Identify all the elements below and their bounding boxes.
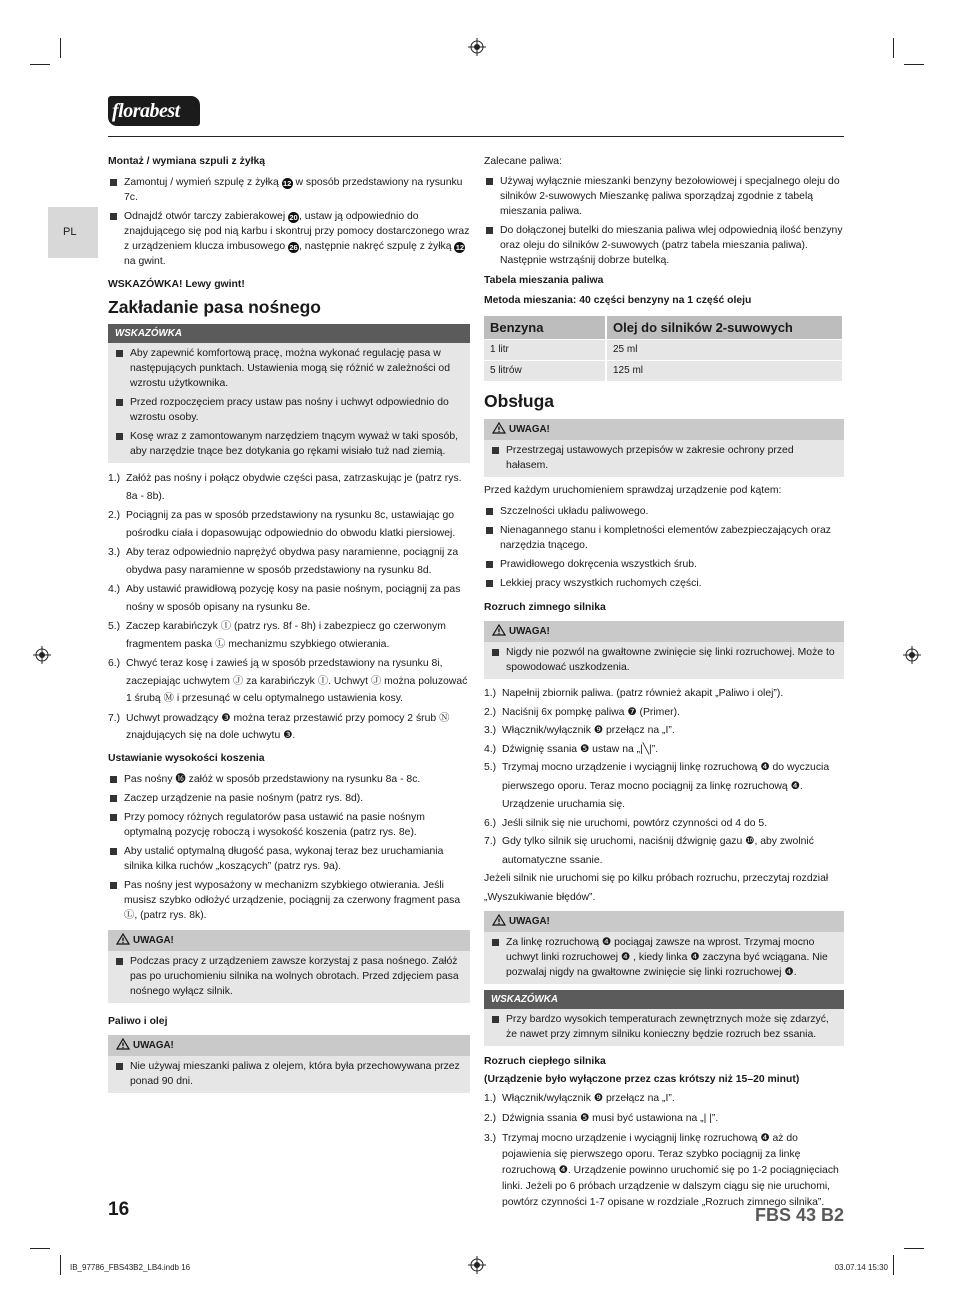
hint-box [108,324,470,463]
table-cell: 125 ml [606,360,843,381]
step-number: 4.) [108,584,121,595]
crop-mark [60,38,61,58]
list-item: Pas nośny jest wyposażony w mechanizm szybkiego otwierania. Jeśli musisz szybko odłożyć urządzenie, pociągnij za czerwony fragment pasa Ⓛ, (patrz rys. 8k). [108,878,470,923]
step-text: Napełnij zbiornik paliwa. (patrz również akapit „Paliwo i olej”). [502,688,784,699]
table-header: Benzyna [484,316,606,339]
crop-mark [893,38,894,58]
list-item: Przed rozpoczęciem pracy ustaw pas nośny i uchwyt odpowiednio do wzrostu osoby. [108,395,464,425]
list-item: Lekkiej pracy wszystkich ruchomych części. [484,576,844,591]
list-item [108,618,470,653]
step-number: 7.) [108,712,121,724]
step-number: 2.) [484,706,497,718]
warning-box [484,911,844,984]
step-list [484,1091,844,1211]
step-text: Chwyć teraz kosę i zawieś ją w sposób przedstawiony na rysunku 8i, zaczepiając uchwytem Ⓙ za karabińczyk Ⓘ. Uchwyt Ⓙ można poluzować 1 śrubą Ⓜ i przesunąć w celu optymalnego ustawienia kosy. [126,658,468,704]
list-item: Podczas pracy z urządzeniem zawsze korzystaj z pasa nośnego. Załóż pas po uruchomieniu silnika na wolnych obrotach. Przed zdjęciem pasa nośnego wyłącz silnik. [108,954,464,999]
warning-triangle-icon [492,624,506,636]
step-number: 2.) [484,1113,497,1124]
table-cell: 1 litr [484,339,606,360]
list-item [484,722,844,741]
section-heading: Montaż / wymiana szpuli z żyłką [108,156,266,167]
list-item: Za linkę rozruchową ❹ pociągaj zawsze na wprost. Trzymaj mocno uchwyt linki rozruchowej ❹ , kiedy linka ❹ zaczyna być wciągana. Nie pozwalaj nigdy na gwałtowne zwinięcie się linki rozruchowej ❹. [484,935,838,980]
warning-box [108,1035,470,1093]
step-text: Dźwignię ssania ❺ ustaw na „|╲|”. [502,743,659,755]
hint-label: WSKAZÓWKA [108,324,470,343]
step-list [108,470,470,745]
crop-mark [904,1248,924,1249]
registration-mark-icon [468,1256,486,1274]
list-item [108,655,470,708]
list-item [108,507,470,542]
list-item [484,759,844,815]
step-list [484,685,844,870]
list-item: Szczelności układu paliwowego. [484,504,844,519]
list-item: Do dołączonej butelki do mieszania paliwa wlej odpowiednią ilość benzyny oraz oleju do silników 2-suwowych (patrz tabela mieszania paliwa). Następnie wstrząśnij dobrze butelką. [484,223,844,268]
warning-label: UWAGA! [509,626,550,637]
list-item [108,544,470,579]
list-item: Używaj wyłącznie mieszanki benzyny bezołowiowej i specjalnego oleju do silników 2-suwowych Mieszankę paliwa sporządzaj zgodnie z tabelą mieszania paliwa. [484,174,844,219]
list-item: Przestrzegaj ustawowych przepisów w zakresie ochrony przed hałasem. [484,443,838,473]
part-number-icon: 20 [289,213,298,222]
list-item [108,710,470,745]
intro-text: Zalecane paliwa: [484,156,562,167]
list-item [484,1131,844,1211]
part-number-icon: 12 [282,179,292,188]
list-item: Zamontuj / wymień szpulę z żyłką 12 w sposób przedstawiony na rysunku 7c. [108,175,470,205]
part-number-icon: 26 [289,243,298,252]
section-heading: Rozruch zimnego silnika [484,602,606,613]
step-number: 1.) [484,688,497,699]
list-item: Aby ustalić optymalną długość pasa, wykonaj teraz bez uruchamiania silnika kilka ruchów „koszących” (patrz rys. 9a). [108,844,470,874]
list-item: Przy bardzo wysokich temperaturach zewnętrznych może się zdarzyć, że nawet przy zimnym silniku konieczny będzie rozruch bez ssania. [484,1012,838,1042]
note-left-thread: WSKAZÓWKA! Lewy gwint! [108,279,245,290]
step-text: Włącznik/wyłącznik ❾ przełącz na „I”. [502,725,675,736]
list-item [484,741,844,760]
warning-triangle-icon [116,1038,130,1050]
footer-file: IB_97786_FBS43B2_LB4.indb 16 [70,1263,191,1272]
crop-mark [30,64,50,65]
list-item: Odnajdź otwór tarczy zabierakowej 20, ustaw ją odpowiednio do znajdującego się pod nią karbu i skontruj przy pomocy dostarczonego wraz z urządzeniem klucza imbusowego 26, następnie nakręć szpulę z żyłką 12 na gwint. [108,209,470,269]
section-heading: Paliwo i olej [108,1015,168,1027]
section-title: Obsługa [484,391,555,411]
list-item [484,815,844,834]
warning-triangle-icon [116,933,130,945]
step-text: Trzymaj mocno urządzenie i wyciągnij linkę rozruchową ❹ aż do pojawienia się pierwszego oporu. Teraz szybko pociągnij za linkę rozruchową ❹. Urządzenie powinno uruchomić się po 1-2 pociągnięciach linki. Jeżeli po 6 próbach urządzenie w dalszym ciągu się nie uruchomi, powtórz czynności 1-7 opisane w rozdziale „Rozruch zimnego silnika”. [502,1133,839,1208]
step-number: 6.) [484,817,497,829]
language-tab: PL [48,207,98,258]
step-text: Zaczep karabińczyk Ⓘ (patrz rys. 8f - 8h) i zabezpiecz go czerwonym fragmentem paska Ⓛ mechanizmu szybkiego otwierania. [126,621,446,650]
step-number: 3.) [484,725,497,736]
section-heading: Tabela mieszania paliwa [484,275,604,286]
warning-box [484,621,844,679]
section-heading: Metoda mieszania: 40 części benzyny na 1 część oleju [484,295,752,306]
list-item: Pas nośny ⓰ załóż w sposób przedstawiony na rysunku 8a - 8c. [108,772,470,787]
warning-label: UWAGA! [509,916,550,927]
brand-logo: florabest [108,96,200,126]
crop-mark [30,1248,50,1249]
list-item: Zaczep urządzenie na pasie nośnym (patrz rys. 8d). [108,791,470,806]
crop-mark [60,1255,61,1275]
registration-mark-icon [468,38,486,56]
list-item: Prawidłowego dokręcenia wszystkich śrub. [484,557,844,572]
step-text: Uchwyt prowadzący ❸ można teraz przestawić przy pomocy 2 śrub Ⓝ znajdujących się na dole uchwytu ❸. [126,712,450,741]
footer-date: 03.07.14 15:30 [834,1263,888,1272]
warning-box [484,419,844,477]
step-number: 5.) [108,621,121,632]
step-number: 2.) [108,510,121,521]
hint-box [484,990,844,1046]
left-column [108,150,470,1093]
header-rule [108,136,844,137]
fuel-mix-table [484,316,844,381]
list-item [108,581,470,616]
page-number: 16 [108,1199,130,1220]
table-row [484,360,843,381]
list-item: Kosę wraz z zamontowanym narzędziem tnącym wyważ w taki sposób, aby narzędzie tnące bez dotykania go rękami wisiało tuż nad ziemią. [108,429,464,459]
list-item [484,704,844,723]
step-number: 1.) [484,1093,497,1104]
warning-label: UWAGA! [133,1039,174,1051]
registration-mark-icon [903,646,921,664]
step-text: Pociągnij za pas w sposób przedstawiony na rysunku 8c, ustawiając go pośrodku ciała i dopasowując odpowiednio do obwodu klatki piersiowej. [126,510,456,539]
step-text: Aby ustawić prawidłową pozycję kosy na pasie nośnym, pociągnij za pas nośny w sposób opisany na rysunku 8e. [126,584,461,613]
model-name: FBS 43 B2 [754,1205,844,1225]
section-heading: (Urządzenie było wyłączone przez czas krótszy niż 15–20 minut) [484,1074,800,1085]
list-item: Przy pomocy różnych regulatorów pasa ustawić na pasie nośnym optymalną pozycję roboczą i wysokość koszenia (patrz rys. 8e). [108,810,470,840]
step-number: 6.) [108,658,121,669]
right-column [484,150,844,1211]
section-title: Zakładanie pasa nośnego [108,297,321,317]
warning-triangle-icon [492,422,506,434]
warning-label: UWAGA! [509,424,550,435]
table-cell: 5 litrów [484,360,606,381]
crop-mark [893,1255,894,1275]
list-item: Nie używaj mieszanki paliwa z olejem, która była przechowywana przez ponad 90 dni. [108,1059,464,1089]
table-cell: 25 ml [606,339,843,360]
paragraph: Jeżeli silnik nie uruchomi się po kilku próbach rozruchu, przeczytaj rozdział „Wyszukiwanie błędów”. [484,873,829,903]
table-header: Olej do silników 2-suwowych [606,316,843,339]
intro-text: Przed każdym uruchomieniem sprawdzaj urządzenie pod kątem: [484,485,782,496]
list-item [484,1111,844,1127]
crop-mark [904,64,924,65]
part-number-icon: 12 [455,243,465,252]
step-number: 4.) [484,743,497,755]
step-text: Jeśli silnik się nie uruchomi, powtórz czynności od 4 do 5. [502,817,768,829]
list-item: Aby zapewnić komfortową pracę, można wykonać regulację pasa w następujących punktach. Ustawienia mogą się różnić w zależności od wzrostu użytkownika. [108,346,464,391]
step-number: 3.) [484,1133,497,1144]
list-item [484,685,844,704]
section-heading: Rozruch ciepłego silnika [484,1056,606,1067]
step-text: Aby teraz odpowiednio naprężyć obydwa pasy naramienne, pociągnij za obydwa pasy naramienne w sposób przedstawiony na rysunku 8d. [126,547,459,576]
list-item: Nigdy nie pozwól na gwałtowne zwinięcie się linki rozruchowej. Może to spowodować uszkodzenia. [484,645,838,675]
step-text: Gdy tylko silnik się uruchomi, naciśnij dźwignię gazu ❿, aby zwolnić automatyczne ssanie. [502,836,814,866]
step-number: 1.) [108,473,121,484]
step-text: Naciśnij 6x pompkę paliwa ❼ (Primer). [502,706,680,718]
step-text: Dźwignia ssania ❺ musi być ustawiona na „| |”. [502,1113,719,1124]
step-text: Trzymaj mocno urządzenie i wyciągnij linkę rozruchową ❹ do wyczucia pierwszego oporu. Teraz mocno pociągnij za linkę rozruchową ❹. Urządzenie uruchamia się. [502,762,830,810]
step-number: 7.) [484,836,497,847]
step-number: 5.) [484,762,497,773]
table-row [484,339,843,360]
step-text: Załóż pas nośny i połącz obydwie części pasa, zatrzaskując je (patrz rys. 8a - 8b). [126,473,462,502]
list-item [108,470,470,505]
list-item: Nienagannego stanu i kompletności elementów zabezpieczających oraz narzędzia tnącego. [484,523,844,553]
list-item [484,833,844,870]
step-text: Włącznik/wyłącznik ❾ przełącz na „I”. [502,1093,675,1104]
step-number: 3.) [108,547,121,558]
height-list [108,772,470,923]
warning-box [108,930,470,1003]
section-heading: Ustawianie wysokości koszenia [108,752,265,764]
registration-mark-icon [33,646,51,664]
warning-label: UWAGA! [133,934,174,946]
hint-label: WSKAZÓWKA [484,990,844,1009]
warning-triangle-icon [492,914,506,926]
list-item [484,1091,844,1107]
